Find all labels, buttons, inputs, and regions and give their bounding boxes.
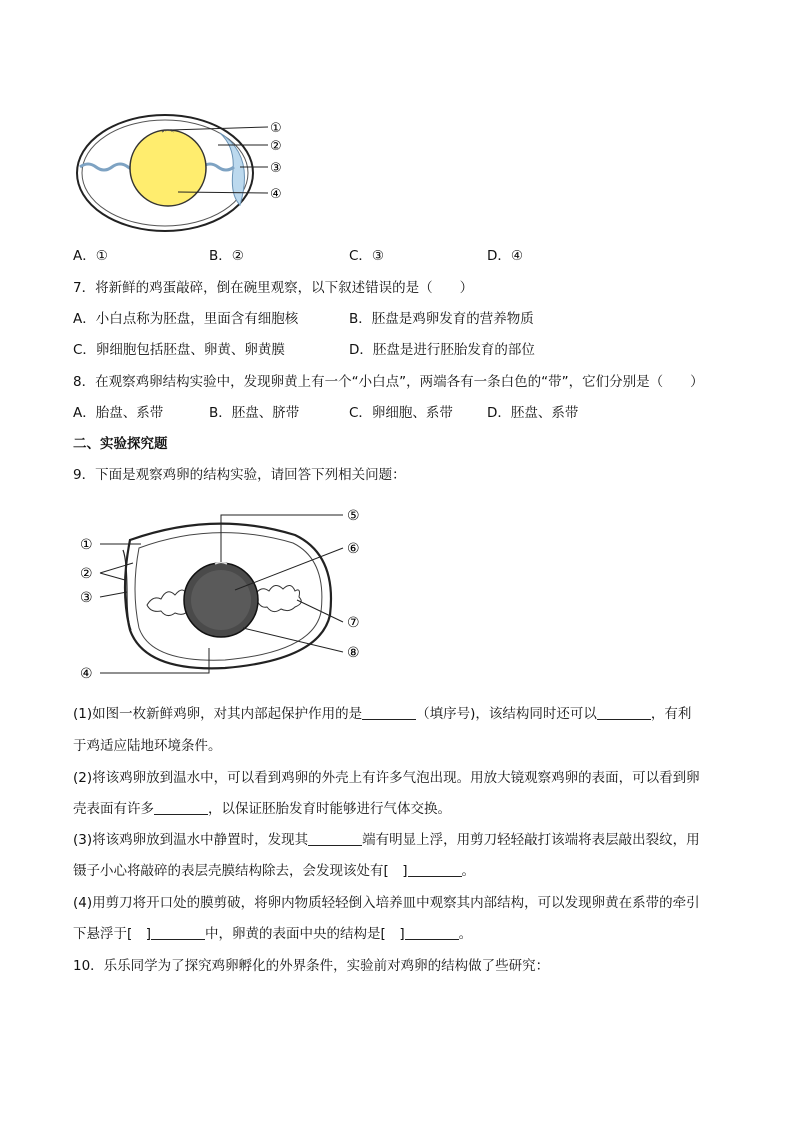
q9-part2-line1: (2)将该鸡卵放到温水中，可以看到鸡卵的外壳上有许多气泡出现。用放大镜观察鸡卵的表面，可以看到卵 [73,770,700,786]
fig1-label-2: ② [270,139,282,154]
q6-option-d: D．④ [487,248,523,264]
q9-part1-line2: 于鸡适应陆地环境条件。 [73,738,222,754]
fig1-label-4: ④ [270,187,282,202]
q6-option-a: A．① [73,248,108,264]
q9-part1-line1 [73,704,691,724]
q8-option-d: D．胚盘、系带 [487,405,579,421]
fig2-label-5: ⑤ [347,508,360,524]
q9-part3-line2 [73,861,475,881]
q9-p4-text-d: 。 [458,926,473,942]
fig2-label-7: ⑦ [347,615,360,631]
q8-option-b: B．胚盘、脐带 [209,405,300,421]
q9-p3-text-d: 。 [461,863,476,879]
fig2-label-4: ④ [80,666,93,682]
q8-option-c: C．卵细胞、系带 [349,405,453,421]
yolk-texture [191,570,251,630]
q8-option-a: A．胎盘、系带 [73,405,164,421]
q9-p4-blank-2[interactable] [405,925,459,940]
fig2-label-1: ① [80,537,93,553]
q9-p3-blank-2[interactable] [408,862,462,877]
q9-p2-blank[interactable] [154,800,208,815]
q8-stem: 8．在观察鸡卵结构实验中，发现卵黄上有一个“小白点”，两端各有一条白色的“带”，它们分别是（ ） [73,374,704,390]
q9-p2-text-c: ，以保证胚胎发育时能够进行气体交换。 [208,801,451,817]
egg-diagram-2 [75,500,375,690]
fig2-label-2: ② [80,566,93,582]
q10-stem: 10．乐乐同学为了探究鸡卵孵化的外界条件，实验前对鸡卵的结构做了些研究： [73,958,550,974]
q9-p4-text-c: 中，卵黄的表面中央的结构是[ ] [205,926,405,942]
q7-stem: 7．将新鲜的鸡蛋敲碎，倒在碗里观察，以下叙述错误的是（ ） [73,280,474,296]
q9-part2-line2 [73,799,451,819]
q9-p3-text-a: (3)将该鸡卵放到温水中静置时，发现其 [73,832,309,848]
q9-part4-line2 [73,924,472,944]
q9-p3-blank-1[interactable] [308,831,362,846]
q7-option-a: A．小白点称为胚盘，里面含有细胞核 [73,311,299,327]
q9-p1-blank-2[interactable] [597,705,651,720]
q9-part4-line1: (4)用剪刀将开口处的膜剪破，将卵内物质轻轻倒入培养皿中观察其内部结构，可以发现卵黄在系带的牵引 [73,895,700,911]
q9-part3-line1 [73,830,700,850]
egg-diagram-1 [70,105,300,235]
q6-option-c: C．③ [349,248,385,264]
q7-option-c: C．卵细胞包括胚盘、卵黄、卵黄膜 [73,342,285,358]
q9-p4-blank-1[interactable] [151,925,205,940]
q9-p1-text-c: ，有利 [650,706,692,722]
fig1-label-1: ① [270,121,282,136]
q9-p1-blank-1[interactable] [362,705,416,720]
q7-option-b: B．胚盘是鸡卵发育的营养物质 [349,311,534,327]
fig1-label-3: ③ [270,161,282,176]
q9-p1-text-a: (1)如图一枚新鲜鸡卵，对其内部起保护作用的是 [73,706,363,722]
fig2-label-8: ⑧ [347,645,360,661]
q9-p2-text-b: 壳表面有许多 [73,801,154,817]
q9-p3-text-c: 镊子小心将敲碎的表层壳膜结构除去，会发现该处有[ ] [73,863,408,879]
q9-p3-text-b: 端有明显上浮，用剪刀轻轻敲打该端将表层敲出裂纹，用 [362,832,700,848]
yolk [130,130,206,206]
q7-option-d: D．胚盘是进行胚胎发育的部位 [349,342,535,358]
q9-stem: 9．下面是观察鸡卵的结构实验，请回答下列相关问题： [73,467,406,483]
section-heading: 二、实验探究题 [73,436,168,452]
q9-p1-text-b: （填序号)，该结构同时还可以 [416,706,597,722]
fig2-label-3: ③ [80,590,93,606]
fig2-label-6: ⑥ [347,541,360,557]
q9-p4-text-b: 下悬浮于[ ] [73,926,152,942]
q6-option-b: B．② [209,248,244,264]
